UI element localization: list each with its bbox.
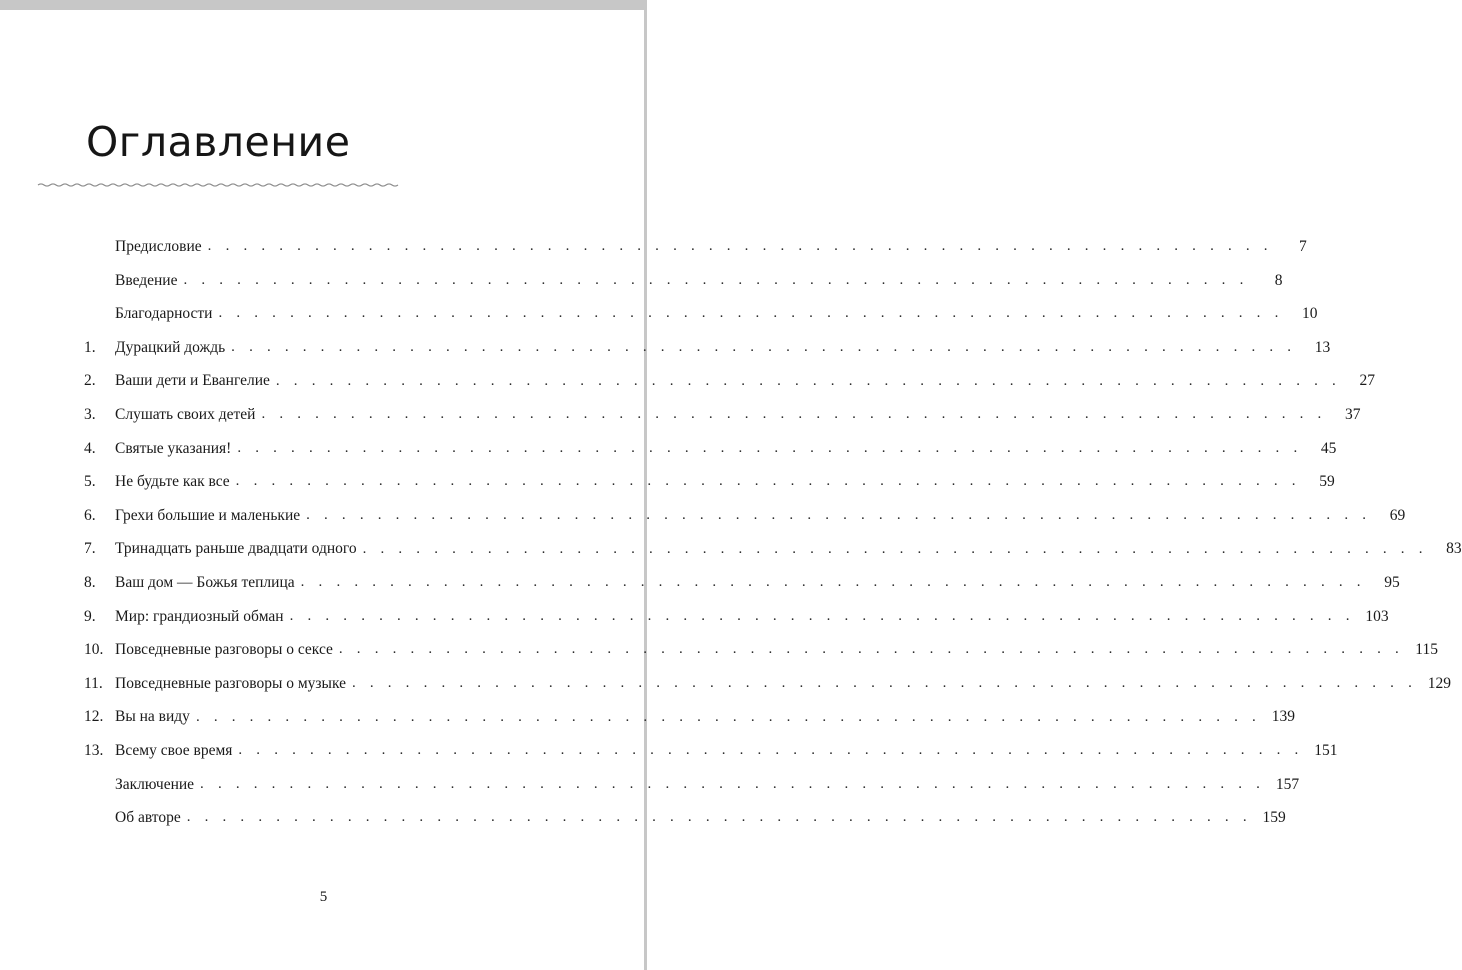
toc-entry-page: 69 <box>1389 506 1406 524</box>
toc-entry-title: Всему свое время <box>115 741 233 759</box>
toc-entry-number: 5. <box>84 473 96 491</box>
toc-dot-leader: . . . . . . . . . . . . . . . . . . . . . . . . . . . . . . . . . . . . . . . . . . . . . . . . . . . . . . . . . . . . <box>200 775 1266 792</box>
toc-entry-number: 8. <box>84 573 96 591</box>
toc-entry-number: 1. <box>84 338 96 356</box>
toc-entry-title: Повседневные разговоры о сексе <box>115 641 333 659</box>
toc-entry-title: Введение <box>115 271 178 289</box>
toc-dot-leader: . . . . . . . . . . . . . . . . . . . . . . . . . . . . . . . . . . . . . . . . . . . . . . . . . . . . . . . . . . . . <box>261 406 1327 423</box>
toc-entry-title: Не будьте как все <box>115 473 230 491</box>
toc-dot-leader: . . . . . . . . . . . . . . . . . . . . . . . . . . . . . . . . . . . . . . . . . . . . . . . . . . . . . . . . . . . . <box>338 641 1404 658</box>
toc-entry-page: 95 <box>1384 573 1400 591</box>
toc-entry-number: 12. <box>84 708 104 726</box>
toc-entry[interactable] <box>84 667 1452 701</box>
toc-entry[interactable] <box>84 297 1318 331</box>
toc-entry-title: Тринадцать раньше двадцати одного <box>115 540 357 558</box>
toc-entry-number: 6. <box>84 506 96 524</box>
toc-entry[interactable] <box>84 532 1462 566</box>
toc-entry-number: 9. <box>84 607 96 625</box>
toc-dot-leader: . . . . . . . . . . . . . . . . . . . . . . . . . . . . . . . . . . . . . . . . . . . . . . . . . . . . . . . . . . . . <box>300 574 1366 591</box>
toc-dot-leader: . . . . . . . . . . . . . . . . . . . . . . . . . . . . . . . . . . . . . . . . . . . . . . . . . . . . . . . . . . . . <box>351 675 1418 692</box>
toc-entry-page: 129 <box>1427 674 1452 692</box>
toc-entry-title: Ваши дети и Евангелие <box>115 372 270 390</box>
toc-entry-page: 13 <box>1314 338 1331 356</box>
toc-entry-page: 8 <box>1274 271 1283 289</box>
table-of-contents <box>84 230 1462 835</box>
toc-entry-number: 4. <box>84 439 96 457</box>
toc-dot-leader: . . . . . . . . . . . . . . . . . . . . . . . . . . . . . . . . . . . . . . . . . . . . . . . . . . . . . . . . . . . . <box>238 742 1304 759</box>
toc-dot-leader: . . . . . . . . . . . . . . . . . . . . . . . . . . . . . . . . . . . . . . . . . . . . . . . . . . . . . . . . . . . . <box>237 439 1303 456</box>
toc-entry[interactable] <box>84 499 1406 533</box>
page-title: Оглавление <box>86 118 351 166</box>
toc-entry-page: 139 <box>1271 708 1295 726</box>
toc-entry-title: Мир: грандиозный обман <box>115 607 284 625</box>
toc-entry-title: Ваш дом — Божья теплица <box>115 573 295 591</box>
toc-dot-leader: . . . . . . . . . . . . . . . . . . . . . . . . . . . . . . . . . . . . . . . . . . . . . . . . . . . . . . . . . . . . <box>235 473 1301 490</box>
toc-entry-title: Дурацкий дождь <box>115 338 226 356</box>
toc-dot-leader: . . . . . . . . . . . . . . . . . . . . . . . . . . . . . . . . . . . . . . . . . . . . . . . . . . . . . . . . . . . . <box>195 708 1261 725</box>
toc-entry-page: 27 <box>1359 372 1375 390</box>
toc-entry-number: 7. <box>84 540 96 558</box>
toc-entry-title: Слушать своих детей <box>115 406 256 424</box>
page-top-border <box>0 0 647 10</box>
toc-entry-title: Об авторе <box>115 809 181 827</box>
toc-dot-leader: . . . . . . . . . . . . . . . . . . . . . . . . . . . . . . . . . . . . . . . . . . . . . . . . . . . . . . . . . . . . <box>306 507 1372 524</box>
toc-entry-number: 2. <box>84 372 96 390</box>
toc-entry-page: 37 <box>1345 406 1361 424</box>
toc-entry-title: Вы на виду <box>115 708 190 726</box>
toc-entry[interactable] <box>84 600 1389 634</box>
toc-dot-leader: . . . . . . . . . . . . . . . . . . . . . . . . . . . . . . . . . . . . . . . . . . . . . . . . . . . . . . . . . . . . <box>183 271 1249 288</box>
toc-entry-page: 151 <box>1314 741 1338 759</box>
toc-dot-leader: . . . . . . . . . . . . . . . . . . . . . . . . . . . . . . . . . . . . . . . . . . . . . . . . . . . . . . . . . . . . <box>207 238 1273 255</box>
toc-entry-page: 115 <box>1415 641 1438 659</box>
toc-entry-title: Повседневные разговоры о музыке <box>115 674 346 692</box>
toc-entry-page: 45 <box>1320 439 1337 457</box>
toc-entry-page: 157 <box>1275 775 1300 793</box>
toc-entry-title: Грехи большие и маленькие <box>115 506 301 524</box>
toc-entry[interactable] <box>84 432 1337 466</box>
toc-entry[interactable] <box>84 700 1295 734</box>
toc-dot-leader: . . . . . . . . . . . . . . . . . . . . . . . . . . . . . . . . . . . . . . . . . . . . . . . . . . . . . . . . . . . . <box>218 305 1284 322</box>
toc-entry[interactable] <box>84 633 1438 667</box>
toc-entry[interactable] <box>84 331 1331 365</box>
toc-entry[interactable] <box>84 801 1286 835</box>
toc-entry-title: Святые указания! <box>115 439 232 457</box>
toc-entry-page: 103 <box>1365 607 1389 625</box>
toc-entry-page: 7 <box>1298 238 1307 256</box>
toc-dot-leader: . . . . . . . . . . . . . . . . . . . . . . . . . . . . . . . . . . . . . . . . . . . . . . . . . . . . . . . . . . . . <box>231 339 1297 356</box>
toc-dot-leader: . . . . . . . . . . . . . . . . . . . . . . . . . . . . . . . . . . . . . . . . . . . . . . . . . . . . . . . . . . . . <box>289 607 1355 624</box>
toc-dot-leader: . . . . . . . . . . . . . . . . . . . . . . . . . . . . . . . . . . . . . . . . . . . . . . . . . . . . . . . . . . . . <box>186 809 1252 826</box>
toc-entry[interactable] <box>84 364 1375 398</box>
toc-entry-title: Заключение <box>115 775 195 793</box>
toc-entry-page: 10 <box>1302 305 1318 323</box>
toc-entry-number: 13. <box>84 741 104 759</box>
toc-entry-page: 83 <box>1446 540 1462 558</box>
toc-entry-page: 59 <box>1319 473 1335 491</box>
toc-entry[interactable] <box>84 566 1400 600</box>
toc-entry-number: 3. <box>84 406 96 424</box>
title-wavy-divider <box>38 180 398 190</box>
toc-entry[interactable] <box>84 768 1300 802</box>
toc-entry-title: Предисловие <box>115 238 202 256</box>
toc-entry-number: 10. <box>84 641 104 659</box>
toc-entry-page: 159 <box>1262 809 1286 827</box>
toc-entry[interactable] <box>84 230 1307 264</box>
toc-dot-leader: . . . . . . . . . . . . . . . . . . . . . . . . . . . . . . . . . . . . . . . . . . . . . . . . . . . . . . . . . . . . <box>275 372 1341 389</box>
toc-entry-number: 11. <box>84 674 103 692</box>
toc-entry[interactable] <box>84 734 1338 768</box>
toc-entry[interactable] <box>84 465 1335 499</box>
toc-entry[interactable] <box>84 398 1361 432</box>
toc-dot-leader: . . . . . . . . . . . . . . . . . . . . . . . . . . . . . . . . . . . . . . . . . . . . . . . . . . . . . . . . . . . . <box>362 540 1428 557</box>
page-number: 5 <box>319 889 328 905</box>
toc-entry[interactable] <box>84 264 1283 298</box>
toc-entry-title: Благодарности <box>115 305 213 323</box>
